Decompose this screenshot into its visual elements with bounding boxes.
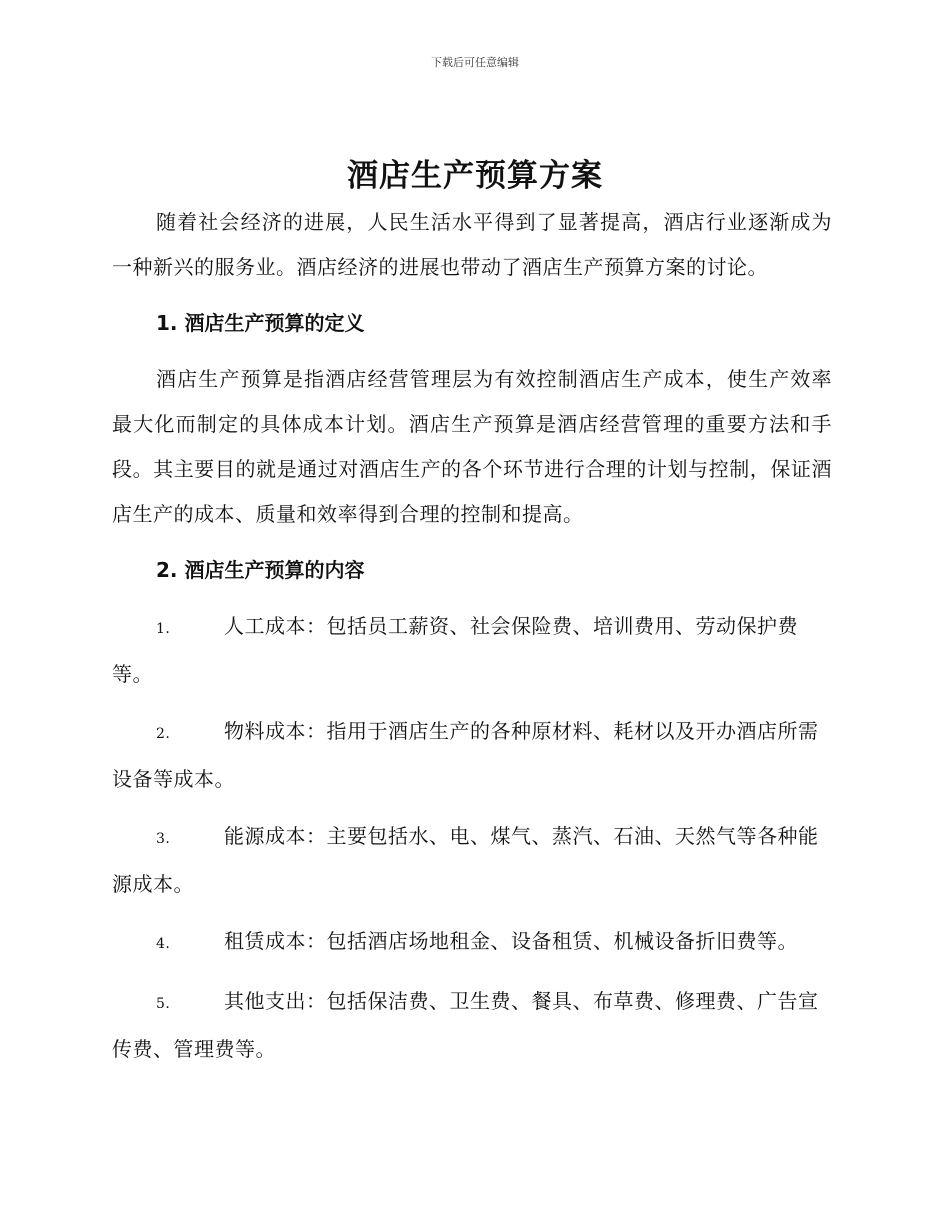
- list-item-number: 1.: [156, 621, 171, 637]
- document-body: [112, 200, 832, 1072]
- list-item-number: 4.: [156, 936, 171, 952]
- intro-paragraph: 随着社会经济的进展，人民生活水平得到了显著提高，酒店行业逐渐成为一种新兴的服务业。酒店经济的进展也带动了酒店生产预算方案的讨论。: [112, 210, 832, 279]
- spacer: [112, 593, 832, 604]
- list-item-text: 人工成本：包括员工薪资、社会保险费、培训费用、劳动保护费等。: [112, 614, 798, 686]
- list-item: [112, 919, 832, 967]
- header-note: 下载后可任意编辑: [431, 56, 519, 69]
- spacer: [112, 537, 832, 548]
- spacer: [112, 697, 832, 709]
- list-item: [112, 709, 832, 802]
- list-item-number: 2.: [156, 726, 171, 742]
- spacer: [112, 907, 832, 919]
- spacer: [112, 346, 832, 357]
- spacer: [112, 290, 832, 301]
- list-item: [112, 979, 832, 1072]
- list-item-number: 3.: [156, 831, 171, 847]
- list-item: [112, 814, 832, 907]
- list-item-text: 其他支出：包括保洁费、卫生费、餐具、布草费、修理费、广告宣传费、管理费等。: [112, 989, 819, 1061]
- document-title: 酒店生产预算方案: [347, 158, 603, 194]
- spacer: [112, 967, 832, 979]
- list-item-text: 能源成本：主要包括水、电、煤气、蒸汽、石油、天然气等各种能源成本。: [112, 824, 819, 896]
- spacer: [112, 802, 832, 814]
- section-2-heading: 2. 酒店生产预算的内容: [156, 558, 365, 582]
- section-1-heading: 1. 酒店生产预算的定义: [156, 311, 365, 335]
- list-item-text: 物料成本：指用于酒店生产的各种原材料、耗材以及开办酒店所需设备等成本。: [112, 719, 819, 791]
- list-item-number: 5.: [156, 996, 171, 1012]
- section-1-paragraph: 酒店生产预算是指酒店经营管理层为有效控制酒店生产成本，使生产效率最大化而制定的具体成本计划。酒店生产预算是酒店经营管理的重要方法和手段。其主要目的就是通过对酒店生产的各个环节进行合理的计划与控制，保证酒店生产的成本、质量和效率得到合理的控制和提高。: [112, 367, 832, 526]
- list-item: [112, 604, 832, 697]
- list-item-text: 租赁成本：包括酒店场地租金、设备租赁、机械设备折旧费等。: [224, 929, 798, 953]
